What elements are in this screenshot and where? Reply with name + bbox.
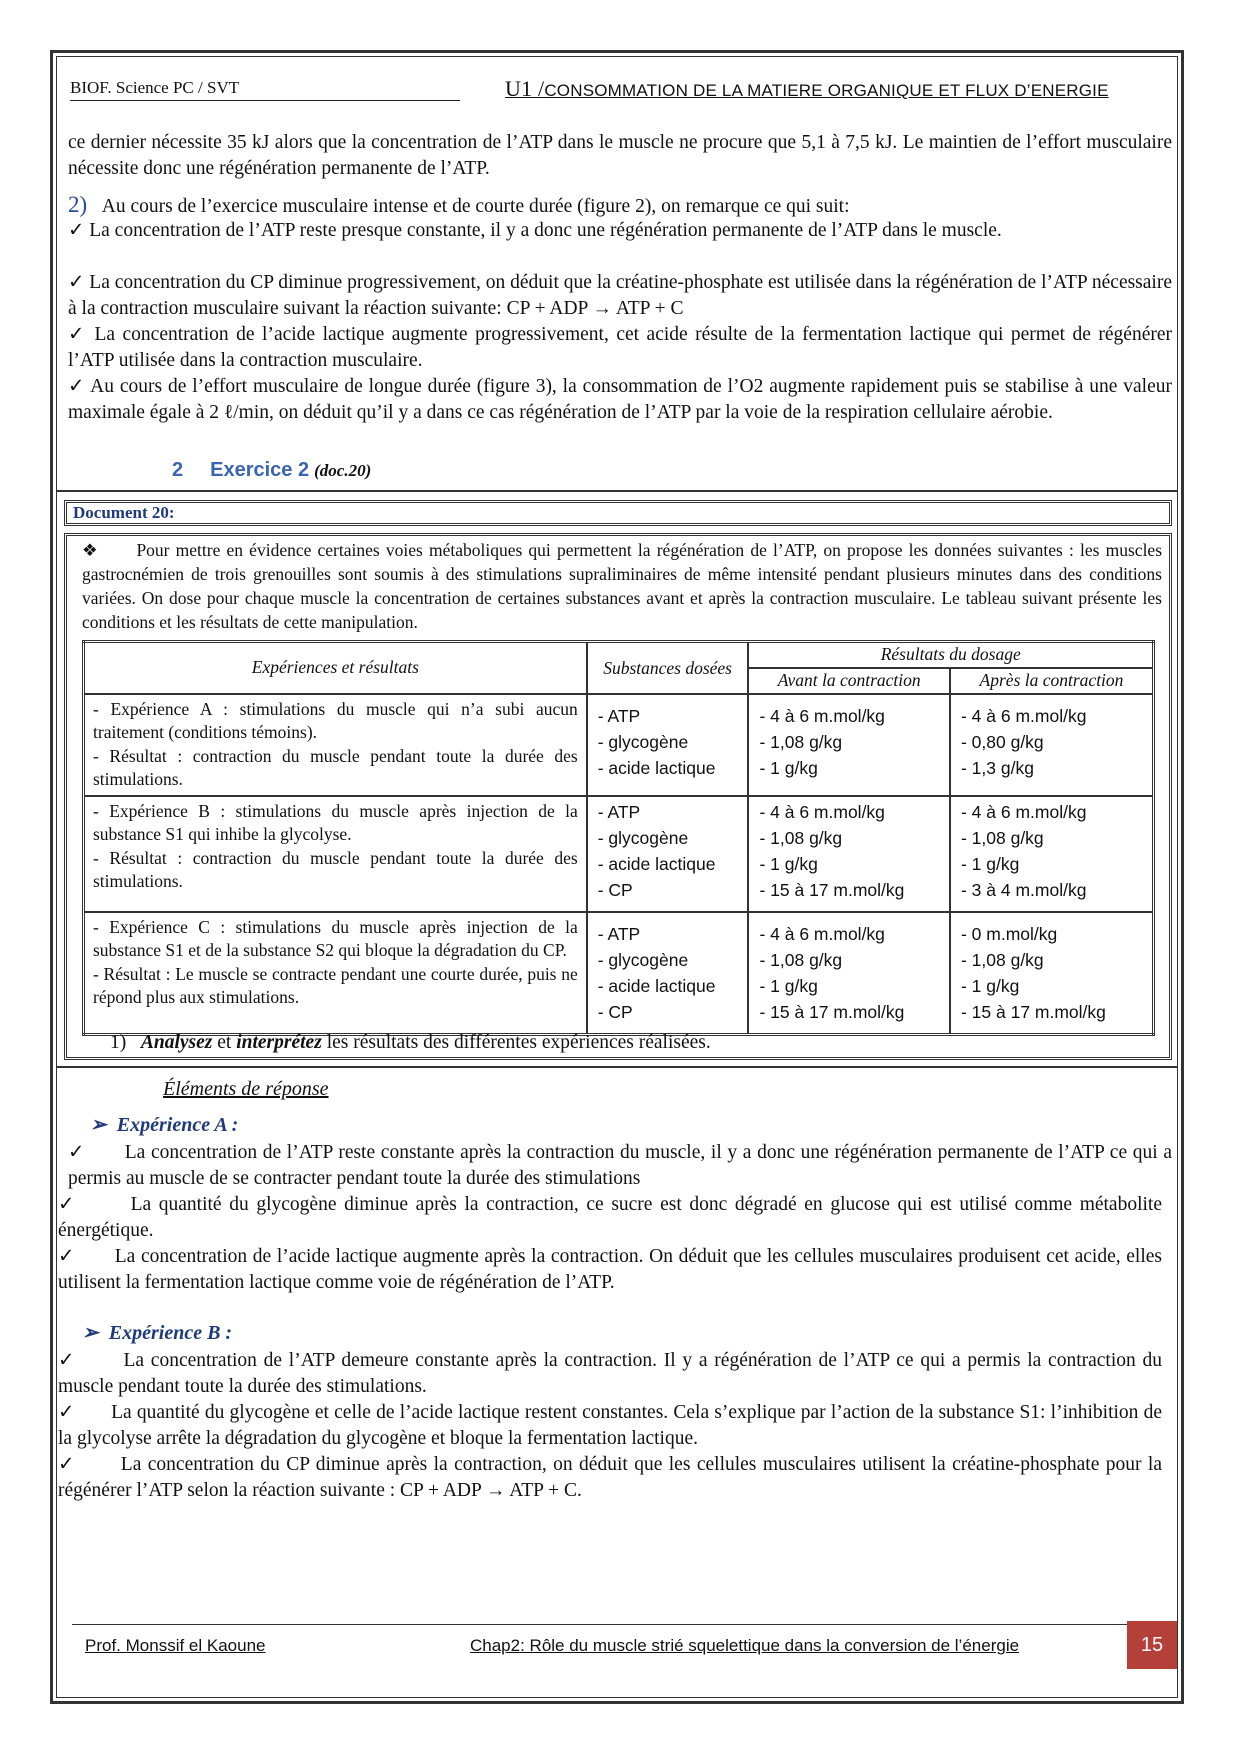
cell-value: - ATP — [597, 801, 641, 822]
footer-chapter: Chap2: Rôle du muscle strié squelettique dans la conversion de l’énergie — [470, 1636, 1020, 1655]
table-row — [84, 912, 1154, 1035]
cell-value: - 4 à 6 m.mol/kg — [759, 923, 885, 944]
cell-value: - glycogène — [597, 731, 689, 752]
cell-value: - 3 à 4 m.mol/kg — [960, 879, 1087, 900]
page-number: 15 — [1127, 1621, 1177, 1669]
intro-paragraph: ce dernier nécessite 35 kJ alors que la concentration de l’ATP dans le muscle ne procure que 5,1 à 7,5 kJ. Le maintien de l’effort musculaire nécessite donc une régénération permanente de l’ATP. — [68, 132, 1172, 179]
document-title: Document 20: — [64, 500, 1172, 526]
question-text: les résultats des différentes expériences réalisées. — [326, 1032, 711, 1053]
answer-text: La concentration du CP diminue après la contraction, on déduit que les cellules musculaires utilisent la créatine-phosphate pour la régénérer l’ATP selon la réaction suivante : CP + ADP → ATP + C. — [58, 1454, 1163, 1501]
header-experiences: Expériences et résultats — [84, 642, 587, 694]
question-text: et — [217, 1032, 232, 1053]
results-table — [82, 640, 1155, 1036]
row-substances — [587, 912, 749, 1035]
answer-text: La concentration de l’ATP reste constante après la contraction du muscle, il y a donc une régénération permanente de l’ATP ce qui a permis au muscle de se contracter pendant toute la durée des stimulations — [68, 1142, 1172, 1189]
condition-line: - Expérience C : stimulations du muscle après injection de la substance S1 et de la substance S2 qui bloque la dégradation du CP. — [93, 916, 578, 960]
cell-value: - 4 à 6 m.mol/kg — [759, 705, 885, 726]
part2-point-3 — [68, 322, 1172, 374]
cell-value: - 1,08 g/kg — [960, 949, 1044, 970]
document-intro-text: Pour mettre en évidence certaines voies métaboliques qui permettent la régénération de l’ATP, on propose les données suivantes : les muscles gastrocnémien de trois grenouilles sont soumis à des stimulations supraliminaires de même intensité pendant plusieurs minutes dans des conditions variées. On dose pour chaque muscle la concentration de certaines substances avant et après la contraction musculaire. Le tableau suivant présente les conditions et les résultats de cette manipulation. — [82, 540, 1163, 632]
part2-point-2 — [68, 270, 1172, 322]
exp-a-point-3 — [58, 1244, 1162, 1296]
check-icon: ✓ — [58, 1454, 76, 1475]
cell-value: - 4 à 6 m.mol/kg — [960, 801, 1087, 822]
cell-value: - glycogène — [597, 949, 689, 970]
answer-text: La concentration de l’ATP demeure constante après la contraction. Il y a régénération de l’ATP ce qui a permis la contraction du muscle pendant toute la durée des stimulations. — [58, 1350, 1162, 1397]
row-condition — [84, 796, 587, 912]
cell-value: - CP — [597, 1001, 633, 1022]
exp-b-heading — [82, 1320, 232, 1345]
arrow-bullet-icon: ➢ — [90, 1114, 107, 1136]
row-after — [950, 694, 1154, 796]
cell-value: - 1,08 g/kg — [960, 827, 1044, 848]
header-title: CONSOMMATION DE LA MATIERE ORGANIQUE ET FLUX D’ENERGIE — [544, 81, 1109, 100]
cell-value: - 1,08 g/kg — [759, 827, 843, 848]
cell-value: - 0,80 g/kg — [960, 731, 1044, 752]
condition-line: - Résultat : contraction du muscle pendant toute la durée des stimulations. — [93, 745, 578, 789]
cell-value: - 1 g/kg — [759, 853, 818, 874]
cell-value: - 1,3 g/kg — [960, 757, 1034, 778]
check-icon: ✓ — [68, 220, 85, 241]
check-icon: ✓ — [68, 272, 85, 293]
cell-value: - 1,08 g/kg — [759, 731, 843, 752]
exp-a-heading — [90, 1112, 238, 1137]
cell-value: - 0 m.mol/kg — [960, 923, 1058, 944]
cell-value: - 1 g/kg — [759, 757, 818, 778]
part2-lead-text: Au cours de l’exercice musculaire intense et de courte durée (figure 2), on remarque ce qui suit: — [101, 196, 850, 217]
cell-value: - 15 à 17 m.mol/kg — [960, 1001, 1106, 1022]
row-before — [748, 912, 950, 1035]
part2-point-4 — [68, 374, 1172, 426]
cell-value: - ATP — [597, 923, 641, 944]
header-results: Résultats du dosage — [748, 642, 1153, 668]
condition-line: - Résultat : contraction du muscle pendant toute la durée des stimulations. — [93, 847, 578, 891]
cell-value: - acide lactique — [597, 853, 716, 874]
row-substances — [587, 694, 749, 796]
row-after — [950, 912, 1154, 1035]
cell-value: - 1 g/kg — [759, 975, 818, 996]
document-question — [110, 1032, 711, 1054]
part2-point-text: Au cours de l’effort musculaire de longue durée (figure 3), la consommation de l’O2 augmente rapidement puis se stabilise à une valeur maximale égale à 2 ℓ/min, on déduit qu’il y a dans ce cas régénération de l’ATP par la voie de la respiration cellulaire aérobie. — [68, 376, 1172, 423]
check-icon: ✓ — [58, 1350, 77, 1371]
cell-value: - 1 g/kg — [960, 853, 1020, 874]
exercise-number: 2 — [172, 459, 184, 481]
answer-text: La concentration de l’acide lactique augmente après la contraction. On déduit que les cellules musculaires produisent cet acide, elles utilisent la fermentation lactique comme voie de régénération de l’ATP. — [58, 1246, 1162, 1293]
check-icon: ✓ — [68, 1142, 86, 1163]
header-subject: BIOF. Science PC / SVT — [70, 78, 240, 97]
exp-b-point-1 — [58, 1348, 1162, 1400]
header-underline — [70, 100, 460, 101]
exercise-name: Exercice 2 — [210, 459, 310, 481]
cell-value: - 15 à 17 m.mol/kg — [759, 1001, 905, 1022]
cell-value: - glycogène — [597, 827, 689, 848]
part2-lead — [68, 192, 1172, 220]
exp-b-point-3 — [58, 1452, 1162, 1504]
condition-line: - Résultat : Le muscle se contracte pendant une courte durée, puis ne répond plus aux stimulations. — [93, 963, 578, 1007]
cell-value: - 4 à 6 m.mol/kg — [759, 801, 885, 822]
exercise-title — [172, 459, 371, 482]
header-before: Avant la contraction — [748, 668, 950, 694]
header-substances: Substances dosées — [587, 642, 749, 694]
footer-divider — [72, 1624, 1132, 1625]
row-substances — [587, 796, 749, 912]
exp-a-point-2 — [58, 1192, 1162, 1244]
exp-a-point-1 — [68, 1140, 1172, 1192]
footer-author: Prof. Monssif el Kaoune — [85, 1636, 266, 1655]
exercise-ref: (doc.20) — [314, 461, 372, 480]
section-divider — [56, 490, 1178, 492]
cell-value: - 1,08 g/kg — [759, 949, 843, 970]
header-after: Après la contraction — [950, 668, 1154, 694]
row-before — [748, 694, 950, 796]
check-icon: ✓ — [68, 376, 86, 397]
part2-point-text: La concentration de l’ATP reste presque constante, il y a donc une régénération permanente de l’ATP dans le muscle. — [89, 220, 1002, 241]
cell-value: - ATP — [597, 705, 641, 726]
check-icon: ✓ — [58, 1402, 75, 1423]
condition-line: - Expérience B : stimulations du muscle après injection de la substance S1 qui inhibe la glycolyse. — [93, 800, 578, 844]
cell-value: - CP — [597, 879, 633, 900]
answer-text: La quantité du glycogène et celle de l’acide lactique restent constantes. Cela s’explique par l’action de la substance S1: l’inhibition de la glycolyse arrête la dégradation du glycogène et bloque la fermentation lactique. — [58, 1402, 1163, 1449]
row-after — [950, 796, 1154, 912]
table-row — [84, 694, 1154, 796]
answer-text: La quantité du glycogène diminue après la contraction, ce sucre est donc dégradé en glucose qui est utilisé comme métabolite énergétique. — [58, 1194, 1162, 1241]
table-row — [84, 796, 1154, 912]
header-unit: U1 / — [505, 76, 545, 101]
part2-number: 2) — [68, 192, 88, 217]
row-condition — [84, 912, 587, 1035]
condition-line: - Expérience A : stimulations du muscle qui n’a subi aucun traitement (conditions témoins). — [93, 698, 578, 742]
question-keyword: interprétez — [236, 1032, 322, 1053]
document-intro — [82, 538, 1162, 634]
exp-b-point-2 — [58, 1400, 1162, 1452]
question-number: 1) — [110, 1032, 127, 1053]
cell-value: - 15 à 17 m.mol/kg — [759, 879, 905, 900]
part2-point-text: La concentration du CP diminue progressivement, on déduit que la créatine-phosphate est utilisée dans la régénération de l’ATP nécessaire à la contraction musculaire suivant la réaction suivante: CP + ADP → ATP + C — [68, 272, 1172, 319]
row-before — [748, 796, 950, 912]
exp-a-heading-text: Expérience A : — [116, 1114, 239, 1136]
header-unit-title — [505, 76, 1109, 102]
part2-point-text: La concentration de l’acide lactique augmente progressivement, cet acide résulte de la fermentation lactique qui permet de régénérer l’ATP utilisée dans la contraction musculaire. — [68, 324, 1173, 371]
check-icon: ✓ — [58, 1246, 76, 1267]
cell-value: - 1 g/kg — [960, 975, 1020, 996]
cell-value: - acide lactique — [597, 757, 716, 778]
exp-b-heading-text: Expérience B : — [108, 1322, 233, 1344]
diamond-bullet-icon: ❖ — [82, 540, 100, 560]
part2-point-1 — [68, 218, 1172, 244]
answers-title: Éléments de réponse — [163, 1078, 329, 1100]
question-keyword: Analysez — [140, 1032, 213, 1053]
row-condition — [84, 694, 587, 796]
check-icon: ✓ — [68, 324, 87, 345]
section-divider — [56, 1066, 1178, 1068]
arrow-bullet-icon: ➢ — [82, 1322, 99, 1344]
cell-value: - acide lactique — [597, 975, 716, 996]
check-icon: ✓ — [58, 1194, 78, 1215]
cell-value: - 4 à 6 m.mol/kg — [960, 705, 1087, 726]
